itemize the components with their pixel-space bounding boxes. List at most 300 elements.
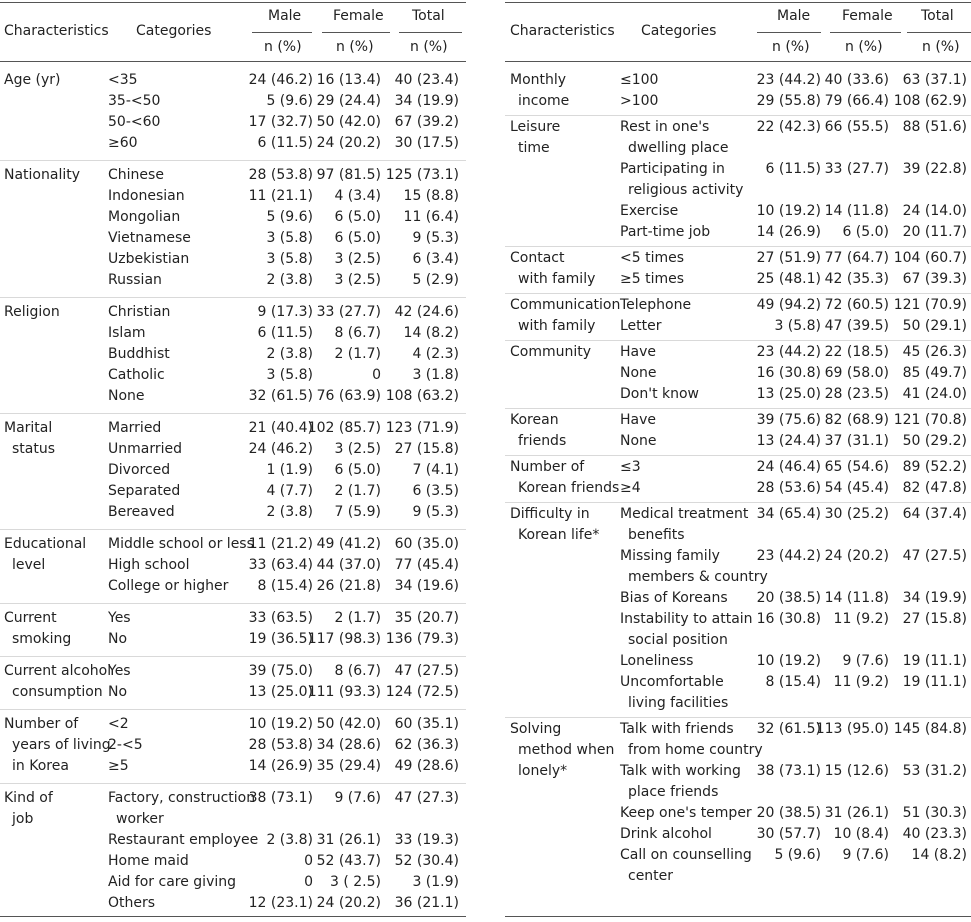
category-label: ≤100 xyxy=(620,72,659,88)
female-subrule xyxy=(830,32,901,33)
total-value: 89 (52.2) xyxy=(902,459,967,475)
category-label: Medical treatment xyxy=(620,506,749,522)
female-value: 3 (2.5) xyxy=(334,251,381,267)
female-value: 6 (5.0) xyxy=(334,462,381,478)
category-label: No xyxy=(108,631,128,647)
characteristic-label: Religion xyxy=(4,304,60,320)
category-label: Drink alcohol xyxy=(620,826,712,842)
male-value: 24 (46.2) xyxy=(248,441,313,457)
category-label: center xyxy=(628,868,674,884)
category-label: None xyxy=(620,365,657,381)
male-value: 11 (21.1) xyxy=(248,188,313,204)
total-value: 50 (29.2) xyxy=(902,433,967,449)
female-value: 37 (31.1) xyxy=(824,433,889,449)
category-label: College or higher xyxy=(108,578,229,594)
total-value: 49 (28.6) xyxy=(394,758,459,774)
female-value: 24 (20.2) xyxy=(316,135,381,151)
total-value: 123 (71.9) xyxy=(385,420,459,436)
total-value: 125 (73.1) xyxy=(385,167,459,183)
male-value: 0 xyxy=(304,874,313,890)
female-value: 31 (26.1) xyxy=(824,805,889,821)
total-value: 9 (5.3) xyxy=(412,504,459,520)
header-categories: Categories xyxy=(136,23,212,39)
male-value: 2 (3.8) xyxy=(266,346,313,362)
category-label: Others xyxy=(108,895,156,911)
category-label: Missing family xyxy=(620,548,720,564)
total-value: 34 (19.9) xyxy=(394,93,459,109)
total-value: 15 (8.8) xyxy=(403,188,459,204)
male-value: 49 (94.2) xyxy=(756,297,821,313)
female-value: 24 (20.2) xyxy=(824,548,889,564)
female-value: 9 (7.6) xyxy=(842,653,889,669)
category-label: ≥5 times xyxy=(620,271,685,287)
characteristic-label: with family xyxy=(518,318,596,334)
male-value: 33 (63.5) xyxy=(248,610,313,626)
group-separator xyxy=(0,160,466,161)
total-value: 108 (62.9) xyxy=(893,93,967,109)
male-value: 30 (57.7) xyxy=(756,826,821,842)
female-value: 34 (28.6) xyxy=(316,737,381,753)
male-value: 39 (75.0) xyxy=(248,663,313,679)
category-label: Russian xyxy=(108,272,162,288)
group-separator xyxy=(505,115,971,116)
top-rule xyxy=(0,2,466,3)
female-value: 111 (93.3) xyxy=(307,684,381,700)
total-value: 136 (79.3) xyxy=(385,631,459,647)
group-separator xyxy=(0,603,466,604)
total-value: 6 (3.5) xyxy=(412,483,459,499)
total-value: 9 (5.3) xyxy=(412,230,459,246)
characteristic-label: Nationality xyxy=(4,167,81,183)
male-value: 22 (42.3) xyxy=(756,119,821,135)
header-total: Total xyxy=(921,8,954,24)
group-separator xyxy=(505,502,971,503)
male-value: 11 (21.2) xyxy=(248,536,313,552)
category-label: <2 xyxy=(108,716,129,732)
characteristic-label: time xyxy=(518,140,550,156)
total-value: 40 (23.4) xyxy=(394,72,459,88)
male-value: 32 (61.5) xyxy=(248,388,313,404)
female-value: 44 (37.0) xyxy=(316,557,381,573)
category-label: <5 times xyxy=(620,250,685,266)
male-value: 34 (65.4) xyxy=(756,506,821,522)
header-male-unit: n (%) xyxy=(264,39,302,55)
category-label: 35-<50 xyxy=(108,93,161,109)
female-value: 3 (2.5) xyxy=(334,441,381,457)
male-value: 28 (53.6) xyxy=(756,480,821,496)
category-label: Yes xyxy=(108,663,131,679)
category-label: worker xyxy=(116,811,164,827)
female-value: 113 (95.0) xyxy=(815,721,889,737)
category-label: Islam xyxy=(108,325,146,341)
characteristic-label: Korean xyxy=(510,412,559,428)
male-value: 10 (19.2) xyxy=(756,203,821,219)
header-categories: Categories xyxy=(641,23,717,39)
female-value: 79 (66.4) xyxy=(824,93,889,109)
category-label: Unmarried xyxy=(108,441,182,457)
male-value: 3 (5.8) xyxy=(266,367,313,383)
total-value: 11 (6.4) xyxy=(403,209,459,225)
total-value: 62 (36.3) xyxy=(394,737,459,753)
female-value: 50 (42.0) xyxy=(316,114,381,130)
female-value: 7 (5.9) xyxy=(334,504,381,520)
category-label: Separated xyxy=(108,483,181,499)
characteristic-label: years of living xyxy=(12,737,111,753)
female-value: 82 (68.9) xyxy=(824,412,889,428)
category-label: Bereaved xyxy=(108,504,175,520)
bottom-rule xyxy=(0,916,466,917)
male-value: 8 (15.4) xyxy=(257,578,313,594)
total-value: 34 (19.9) xyxy=(902,590,967,606)
header-total-unit: n (%) xyxy=(922,39,960,55)
total-value: 52 (30.4) xyxy=(394,853,459,869)
category-label: Have xyxy=(620,412,657,428)
category-label: No xyxy=(108,684,128,700)
group-separator xyxy=(505,455,971,456)
category-label: Catholic xyxy=(108,367,165,383)
group-separator xyxy=(505,408,971,409)
total-value: 35 (20.7) xyxy=(394,610,459,626)
total-value: 6 (3.4) xyxy=(412,251,459,267)
header-characteristics: Characteristics xyxy=(510,23,615,39)
characteristic-label: method when xyxy=(518,742,615,758)
total-value: 108 (63.2) xyxy=(385,388,459,404)
header-female-unit: n (%) xyxy=(336,39,374,55)
total-value: 104 (60.7) xyxy=(893,250,967,266)
category-label: dwelling place xyxy=(628,140,729,156)
category-label: religious activity xyxy=(628,182,744,198)
characteristic-label: level xyxy=(12,557,46,573)
male-value: 24 (46.2) xyxy=(248,72,313,88)
female-value: 8 (6.7) xyxy=(334,325,381,341)
characteristic-label: Current xyxy=(4,610,57,626)
female-value: 6 (5.0) xyxy=(334,209,381,225)
header-characteristics: Characteristics xyxy=(4,23,109,39)
total-value: 20 (11.7) xyxy=(902,224,967,240)
male-value: 14 (26.9) xyxy=(248,758,313,774)
total-value: 47 (27.5) xyxy=(902,548,967,564)
total-value: 42 (24.6) xyxy=(394,304,459,320)
characteristic-label: Number of xyxy=(510,459,585,475)
female-value: 24 (20.2) xyxy=(316,895,381,911)
female-value: 97 (81.5) xyxy=(316,167,381,183)
male-value: 20 (38.5) xyxy=(756,590,821,606)
header-total-unit: n (%) xyxy=(410,39,448,55)
female-value: 30 (25.2) xyxy=(824,506,889,522)
category-label: members & country xyxy=(628,569,768,585)
header-rule xyxy=(0,61,466,62)
male-value: 13 (25.0) xyxy=(756,386,821,402)
group-separator xyxy=(505,246,971,247)
male-value: 24 (46.4) xyxy=(756,459,821,475)
characteristic-label: Contact xyxy=(510,250,565,266)
group-separator xyxy=(505,293,971,294)
female-value: 3 (2.5) xyxy=(334,272,381,288)
category-label: Restaurant employee xyxy=(108,832,259,848)
characteristic-label: Current alcohol xyxy=(4,663,112,679)
total-value: 19 (11.1) xyxy=(902,653,967,669)
total-value: 3 (1.8) xyxy=(412,367,459,383)
category-label: Talk with working xyxy=(620,763,741,779)
category-label: Yes xyxy=(108,610,131,626)
category-label: ≥4 xyxy=(620,480,641,496)
male-value: 6 (11.5) xyxy=(257,325,313,341)
female-value: 28 (23.5) xyxy=(824,386,889,402)
top-rule xyxy=(505,2,971,3)
male-value: 10 (19.2) xyxy=(248,716,313,732)
characteristic-label: Korean life* xyxy=(518,527,600,543)
category-label: Have xyxy=(620,344,657,360)
male-value: 23 (44.2) xyxy=(756,72,821,88)
category-label: Talk with friends xyxy=(620,721,734,737)
total-value: 124 (72.5) xyxy=(385,684,459,700)
category-label: Bias of Koreans xyxy=(620,590,728,606)
category-label: place friends xyxy=(628,784,719,800)
characteristic-label: Monthly xyxy=(510,72,567,88)
female-value: 6 (5.0) xyxy=(334,230,381,246)
female-value: 47 (39.5) xyxy=(824,318,889,334)
characteristic-label: Communication xyxy=(510,297,621,313)
bottom-rule xyxy=(505,916,971,917)
female-value: 35 (29.4) xyxy=(316,758,381,774)
category-label: ≥5 xyxy=(108,758,129,774)
male-subrule xyxy=(252,32,312,33)
category-label: Don't know xyxy=(620,386,700,402)
characteristic-label: Solving xyxy=(510,721,562,737)
total-value: 60 (35.1) xyxy=(394,716,459,732)
total-value: 14 (8.2) xyxy=(403,325,459,341)
female-value: 42 (35.3) xyxy=(824,271,889,287)
male-value: 23 (44.2) xyxy=(756,344,821,360)
category-label: Aid for care giving xyxy=(108,874,237,890)
characteristic-label: Korean friends xyxy=(518,480,620,496)
category-label: None xyxy=(108,388,145,404)
total-subrule xyxy=(907,32,971,33)
category-label: Uzbekistian xyxy=(108,251,190,267)
total-value: 7 (4.1) xyxy=(412,462,459,478)
male-value: 13 (24.4) xyxy=(756,433,821,449)
female-value: 72 (60.5) xyxy=(824,297,889,313)
header-male: Male xyxy=(777,8,811,24)
header-total: Total xyxy=(412,8,445,24)
total-value: 64 (37.4) xyxy=(902,506,967,522)
characteristic-label: friends xyxy=(518,433,567,449)
characteristic-label: Leisure xyxy=(510,119,561,135)
male-value: 16 (30.8) xyxy=(756,365,821,381)
total-value: 88 (51.6) xyxy=(902,119,967,135)
female-value: 102 (85.7) xyxy=(307,420,381,436)
characteristic-label: Marital xyxy=(4,420,53,436)
male-value: 27 (51.9) xyxy=(756,250,821,266)
category-label: from home country xyxy=(628,742,763,758)
total-value: 30 (17.5) xyxy=(394,135,459,151)
total-value: 27 (15.8) xyxy=(394,441,459,457)
total-value: 47 (27.3) xyxy=(394,790,459,806)
category-label: High school xyxy=(108,557,190,573)
category-label: None xyxy=(620,433,657,449)
female-value: 50 (42.0) xyxy=(316,716,381,732)
header-male: Male xyxy=(268,8,302,24)
male-value: 3 (5.8) xyxy=(774,318,821,334)
category-label: Middle school or less xyxy=(108,536,254,552)
characteristic-label: in Korea xyxy=(12,758,69,774)
category-label: Rest in one's xyxy=(620,119,710,135)
male-value: 5 (9.6) xyxy=(774,847,821,863)
female-value: 117 (98.3) xyxy=(307,631,381,647)
header-rule xyxy=(505,61,971,62)
group-separator xyxy=(0,709,466,710)
male-value: 17 (32.7) xyxy=(248,114,313,130)
male-value: 16 (30.8) xyxy=(756,611,821,627)
male-value: 2 (3.8) xyxy=(266,504,313,520)
male-value: 0 xyxy=(304,853,313,869)
category-label: Indonesian xyxy=(108,188,185,204)
total-value: 63 (37.1) xyxy=(902,72,967,88)
female-value: 15 (12.6) xyxy=(824,763,889,779)
characteristic-label: Community xyxy=(510,344,592,360)
characteristic-label: smoking xyxy=(12,631,72,647)
male-value: 2 (3.8) xyxy=(266,272,313,288)
female-value: 10 (8.4) xyxy=(833,826,889,842)
category-label: Home maid xyxy=(108,853,189,869)
female-value: 49 (41.2) xyxy=(316,536,381,552)
male-value: 4 (7.7) xyxy=(266,483,313,499)
male-value: 19 (36.5) xyxy=(248,631,313,647)
male-value: 29 (55.8) xyxy=(756,93,821,109)
female-value: 6 (5.0) xyxy=(842,224,889,240)
male-value: 38 (73.1) xyxy=(756,763,821,779)
female-value: 14 (11.8) xyxy=(824,203,889,219)
category-label: Christian xyxy=(108,304,171,320)
characteristic-label: lonely* xyxy=(518,763,568,779)
total-value: 14 (8.2) xyxy=(911,847,967,863)
male-value: 39 (75.6) xyxy=(756,412,821,428)
category-label: ≤3 xyxy=(620,459,641,475)
group-separator xyxy=(505,340,971,341)
total-value: 51 (30.3) xyxy=(902,805,967,821)
female-value: 26 (21.8) xyxy=(316,578,381,594)
male-value: 13 (25.0) xyxy=(248,684,313,700)
category-label: Chinese xyxy=(108,167,164,183)
total-value: 24 (14.0) xyxy=(902,203,967,219)
female-value: 22 (18.5) xyxy=(824,344,889,360)
male-value: 10 (19.2) xyxy=(756,653,821,669)
male-value: 1 (1.9) xyxy=(266,462,313,478)
female-value: 4 (3.4) xyxy=(334,188,381,204)
category-label: Factory, construction xyxy=(108,790,256,806)
header-female: Female xyxy=(333,8,384,24)
female-value: 69 (58.0) xyxy=(824,365,889,381)
characteristic-label: Difficulty in xyxy=(510,506,590,522)
category-label: Vietnamese xyxy=(108,230,191,246)
male-value: 6 (11.5) xyxy=(257,135,313,151)
female-value: 66 (55.5) xyxy=(824,119,889,135)
total-value: 50 (29.1) xyxy=(902,318,967,334)
characteristic-label: Age (yr) xyxy=(4,72,61,88)
category-label: >100 xyxy=(620,93,659,109)
total-value: 4 (2.3) xyxy=(412,346,459,362)
male-value: 23 (44.2) xyxy=(756,548,821,564)
male-value: 28 (53.8) xyxy=(248,167,313,183)
category-label: Letter xyxy=(620,318,662,334)
total-value: 145 (84.8) xyxy=(893,721,967,737)
male-value: 12 (23.1) xyxy=(248,895,313,911)
characteristic-label: income xyxy=(518,93,570,109)
total-value: 67 (39.3) xyxy=(902,271,967,287)
category-label: Call on counselling xyxy=(620,847,752,863)
category-label: Telephone xyxy=(620,297,692,313)
group-separator xyxy=(0,413,466,414)
female-value: 31 (26.1) xyxy=(316,832,381,848)
category-label: Keep one's temper xyxy=(620,805,752,821)
female-value: 33 (27.7) xyxy=(316,304,381,320)
female-subrule xyxy=(322,32,390,33)
total-value: 40 (23.3) xyxy=(902,826,967,842)
female-value: 40 (33.6) xyxy=(824,72,889,88)
male-value: 2 (3.8) xyxy=(266,832,313,848)
male-value: 8 (15.4) xyxy=(765,674,821,690)
category-label: Mongolian xyxy=(108,209,181,225)
male-value: 5 (9.6) xyxy=(266,209,313,225)
female-value: 2 (1.7) xyxy=(334,610,381,626)
total-value: 53 (31.2) xyxy=(902,763,967,779)
total-value: 85 (49.7) xyxy=(902,365,967,381)
category-label: Married xyxy=(108,420,162,436)
header-male-unit: n (%) xyxy=(772,39,810,55)
female-value: 52 (43.7) xyxy=(316,853,381,869)
male-value: 14 (26.9) xyxy=(756,224,821,240)
header-female-unit: n (%) xyxy=(845,39,883,55)
category-label: social position xyxy=(628,632,728,648)
group-separator xyxy=(0,656,466,657)
female-value: 77 (64.7) xyxy=(824,250,889,266)
total-value: 121 (70.9) xyxy=(893,297,967,313)
male-value: 20 (38.5) xyxy=(756,805,821,821)
male-value: 28 (53.8) xyxy=(248,737,313,753)
group-separator xyxy=(0,783,466,784)
group-separator xyxy=(0,297,466,298)
characteristic-label: job xyxy=(12,811,34,827)
category-label: 50-<60 xyxy=(108,114,161,130)
category-label: Participating in xyxy=(620,161,725,177)
characteristic-label: with family xyxy=(518,271,596,287)
category-label: Uncomfortable xyxy=(620,674,724,690)
total-value: 5 (2.9) xyxy=(412,272,459,288)
total-value: 45 (26.3) xyxy=(902,344,967,360)
female-value: 9 (7.6) xyxy=(334,790,381,806)
female-value: 11 (9.2) xyxy=(833,611,889,627)
female-value: 54 (45.4) xyxy=(824,480,889,496)
category-label: living facilities xyxy=(628,695,729,711)
male-value: 3 (5.8) xyxy=(266,251,313,267)
total-value: 36 (21.1) xyxy=(394,895,459,911)
category-label: Part-time job xyxy=(620,224,711,240)
female-value: 9 (7.6) xyxy=(842,847,889,863)
male-value: 9 (17.3) xyxy=(257,304,313,320)
category-label: Divorced xyxy=(108,462,171,478)
total-value: 34 (19.6) xyxy=(394,578,459,594)
category-label: Exercise xyxy=(620,203,679,219)
total-value: 19 (11.1) xyxy=(902,674,967,690)
total-value: 121 (70.8) xyxy=(893,412,967,428)
female-value: 65 (54.6) xyxy=(824,459,889,475)
female-value: 33 (27.7) xyxy=(824,161,889,177)
category-label: Loneliness xyxy=(620,653,694,669)
category-label: 2-<5 xyxy=(108,737,143,753)
category-label: Instability to attain xyxy=(620,611,753,627)
total-value: 67 (39.2) xyxy=(394,114,459,130)
female-value: 2 (1.7) xyxy=(334,483,381,499)
